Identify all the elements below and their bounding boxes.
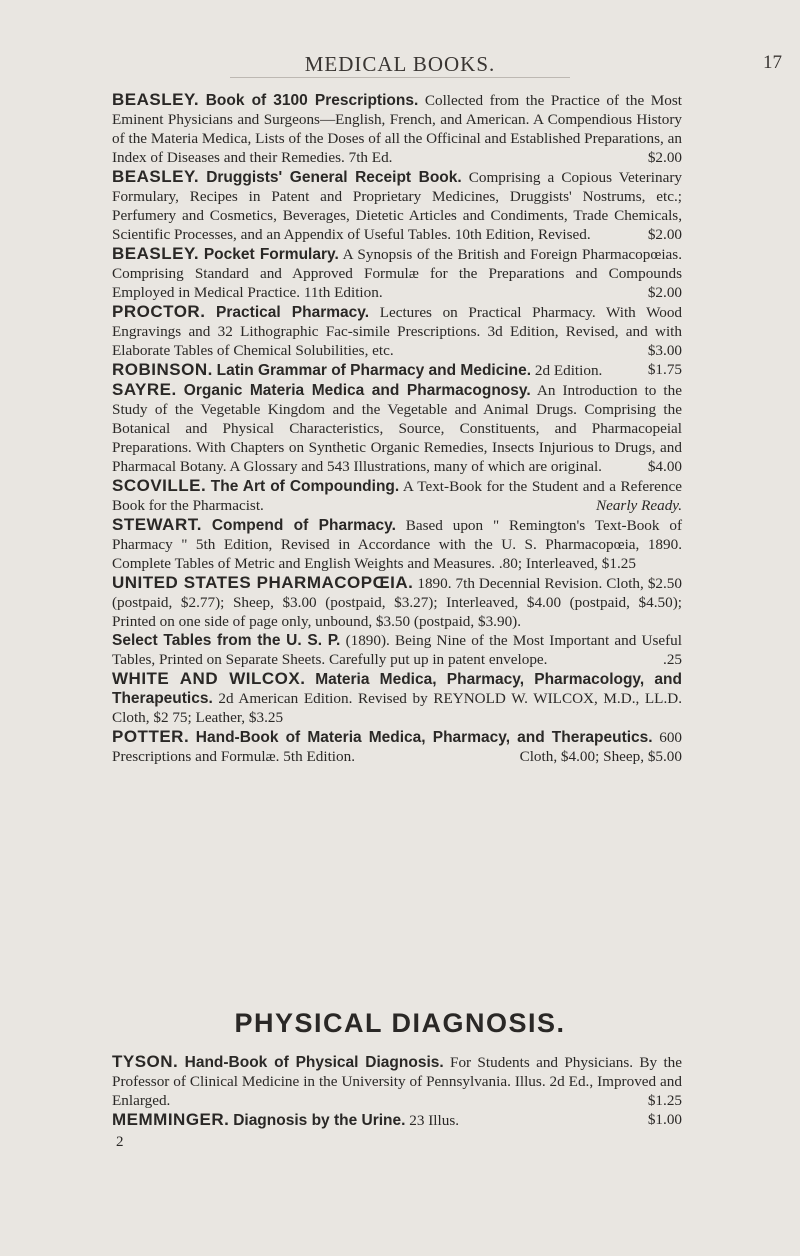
book-description: 2d Edition. bbox=[534, 362, 603, 379]
book-description: (1890). Being Nine of the Most Important and Useful Tables, Printed on Separate Sheets. Carefully put up in patent envelope. bbox=[112, 632, 682, 668]
book-title: Latin Grammar of Pharmacy and Medicine. bbox=[216, 362, 532, 379]
signature-mark: 2 bbox=[116, 1134, 124, 1150]
book-title: The Art of Compounding. bbox=[210, 478, 400, 495]
book-description: Lectures on Practical Pharmacy. With Wood Engravings and 32 Lithographic Fac-simile Prescriptions. 3d Edition, Revised, and with Elaborate Tables of Chemical Solubilities, etc. bbox=[112, 304, 683, 359]
book-title: Hand-Book of Physical Diagnosis. bbox=[184, 1054, 444, 1071]
author-name: BEASLEY. bbox=[112, 244, 200, 263]
author-name: SAYRE. bbox=[112, 380, 177, 399]
catalog-entry bbox=[112, 244, 682, 302]
book-price: $1.25 bbox=[647, 1092, 682, 1109]
author-name: UNITED STATES PHARMACOPŒIA. bbox=[112, 573, 414, 592]
catalog-entry bbox=[112, 1052, 682, 1110]
catalog-entry bbox=[112, 302, 682, 360]
running-head: MEDICAL BOOKS. bbox=[304, 52, 496, 76]
author-name: WHITE AND WILCOX. bbox=[112, 669, 306, 688]
book-description: Comprising a Copious Veterinary Formulary, Recipes in Patent and Proprietary Medicines, Druggists' Nostrums, etc.; Perfumery and Cosmetics, Beverages, Dietetic Articles and Condiments, Trade Chemicals, Scientific Processes, and an Appendix of Useful Tables. 10th Edition, Revised. bbox=[112, 169, 683, 243]
book-price: $2.00 bbox=[647, 149, 682, 166]
book-title: Compend of Pharmacy. bbox=[211, 517, 396, 534]
book-description: 1890. 7th Decennial Revision. Cloth, $2.50 (postpaid, $2.77); Sheep, $3.00 (postpaid, $3.27); Interleaved, $4.00 (postpaid, $4.50); Printed on one side of page only, unbound, $3.50 (postpaid, $3.90). bbox=[112, 575, 682, 630]
author-name: ROBINSON. bbox=[112, 360, 213, 379]
book-status: Nearly Ready. bbox=[595, 497, 682, 514]
book-title: Select Tables from the U. S. P. bbox=[112, 632, 341, 649]
book-title: Pocket Formulary. bbox=[203, 246, 339, 263]
author-name: STEWART. bbox=[112, 515, 202, 534]
book-price: Cloth, $4.00; Sheep, $5.00 bbox=[519, 748, 682, 765]
catalog-entry bbox=[112, 1110, 682, 1130]
book-description: Collected from the Practice of the Most Eminent Physicians and Surgeons—English, French, and American. A Compendious History of the Materia Medica, Lists of the Doses of all the Officinal and Established Preparations, an Index of Diseases and their Remedies. 7th Ed. bbox=[112, 92, 683, 166]
catalog-entry bbox=[112, 90, 682, 167]
catalog-entry bbox=[112, 360, 682, 380]
book-price: $2.00 bbox=[647, 226, 682, 243]
book-description: 600 Prescriptions and Formulæ. 5th Edition. bbox=[112, 729, 682, 765]
book-price: $4.00 bbox=[647, 458, 682, 475]
author-name: PROCTOR. bbox=[112, 302, 206, 321]
book-description: Based upon " Remington's Text-Book of Pharmacy " 5th Edition, Revised in Accordance with the U. S. Pharmacopœia, 1890. Complete Tables of Metric and English Weights and Measures. .80; Interleaved, $1.25 bbox=[112, 517, 683, 572]
page-number: 17 bbox=[763, 52, 782, 73]
book-description: A Synopsis of the British and Foreign Pharmacopœias. Comprising Standard and Approved Formulæ for the Preparations and Compounds Employed in Medical Practice. 11th Edition. bbox=[112, 246, 682, 301]
book-price: $1.75 bbox=[647, 361, 682, 378]
book-description: A Text-Book for the Student and a Reference Book for the Pharmacist. bbox=[112, 478, 682, 514]
book-description: 23 Illus. bbox=[409, 1112, 460, 1129]
book-title: Materia Medica, Pharmacy, Pharmacology, and Therapeutics. bbox=[112, 671, 682, 707]
author-name: SCOVILLE. bbox=[112, 476, 207, 495]
author-name: MEMMINGER. bbox=[112, 1110, 230, 1129]
book-description: For Students and Physicians. By the Professor of Clinical Medicine in the University of Pennsylvania. Illus. 2d Ed., Improved and Enlarged. bbox=[112, 1054, 683, 1109]
book-title: Hand-Book of Materia Medica, Pharmacy, and Therapeutics. bbox=[195, 729, 653, 746]
book-price: $3.00 bbox=[647, 342, 682, 359]
section-heading: PHYSICAL DIAGNOSIS. bbox=[234, 1008, 566, 1038]
book-price: .25 bbox=[663, 651, 682, 668]
book-description: 2d American Edition. Revised by REYNOLD W. WILCOX, M.D., LL.D. Cloth, $2 75; Leather, $3.25 bbox=[112, 690, 683, 726]
book-title: Diagnosis by the Urine. bbox=[233, 1112, 406, 1129]
catalog-entry bbox=[112, 631, 682, 669]
author-name: POTTER. bbox=[112, 727, 190, 746]
catalog-entry bbox=[112, 515, 682, 573]
book-price: $2.00 bbox=[647, 284, 682, 301]
catalog-entry bbox=[112, 727, 682, 766]
diagnosis-entries bbox=[112, 1052, 682, 1130]
catalog-entry bbox=[112, 476, 682, 515]
catalog-entry bbox=[112, 573, 682, 631]
author-name: TYSON. bbox=[112, 1052, 179, 1071]
book-title: Druggists' General Receipt Book. bbox=[206, 169, 462, 186]
book-title: Book of 3100 Prescriptions. bbox=[205, 92, 419, 109]
author-name: BEASLEY. bbox=[112, 167, 200, 186]
header-rule bbox=[230, 77, 570, 78]
book-title: Practical Pharmacy. bbox=[216, 304, 370, 321]
book-description: An Introduction to the Study of the Vegetable Kingdom and the Vegetable and Animal Drugs. Comprising the Botanical and Physical Characteristics, Source, Constituents, and Pharmacopeial Preparations. With Chapters on Synthetic Organic Remedies, Insects Injurious to Drugs, and Pharmacal Botany. A Glossary and 543 Illustrations, many of which are original. bbox=[112, 382, 682, 475]
catalog-entry bbox=[112, 167, 682, 244]
catalog-entries bbox=[112, 90, 682, 766]
book-title: Organic Materia Medica and Pharmacognosy. bbox=[183, 382, 531, 399]
book-price: $1.00 bbox=[647, 1111, 682, 1128]
author-name: BEASLEY. bbox=[112, 90, 200, 109]
catalog-entry bbox=[112, 380, 682, 476]
catalog-entry bbox=[112, 669, 682, 727]
